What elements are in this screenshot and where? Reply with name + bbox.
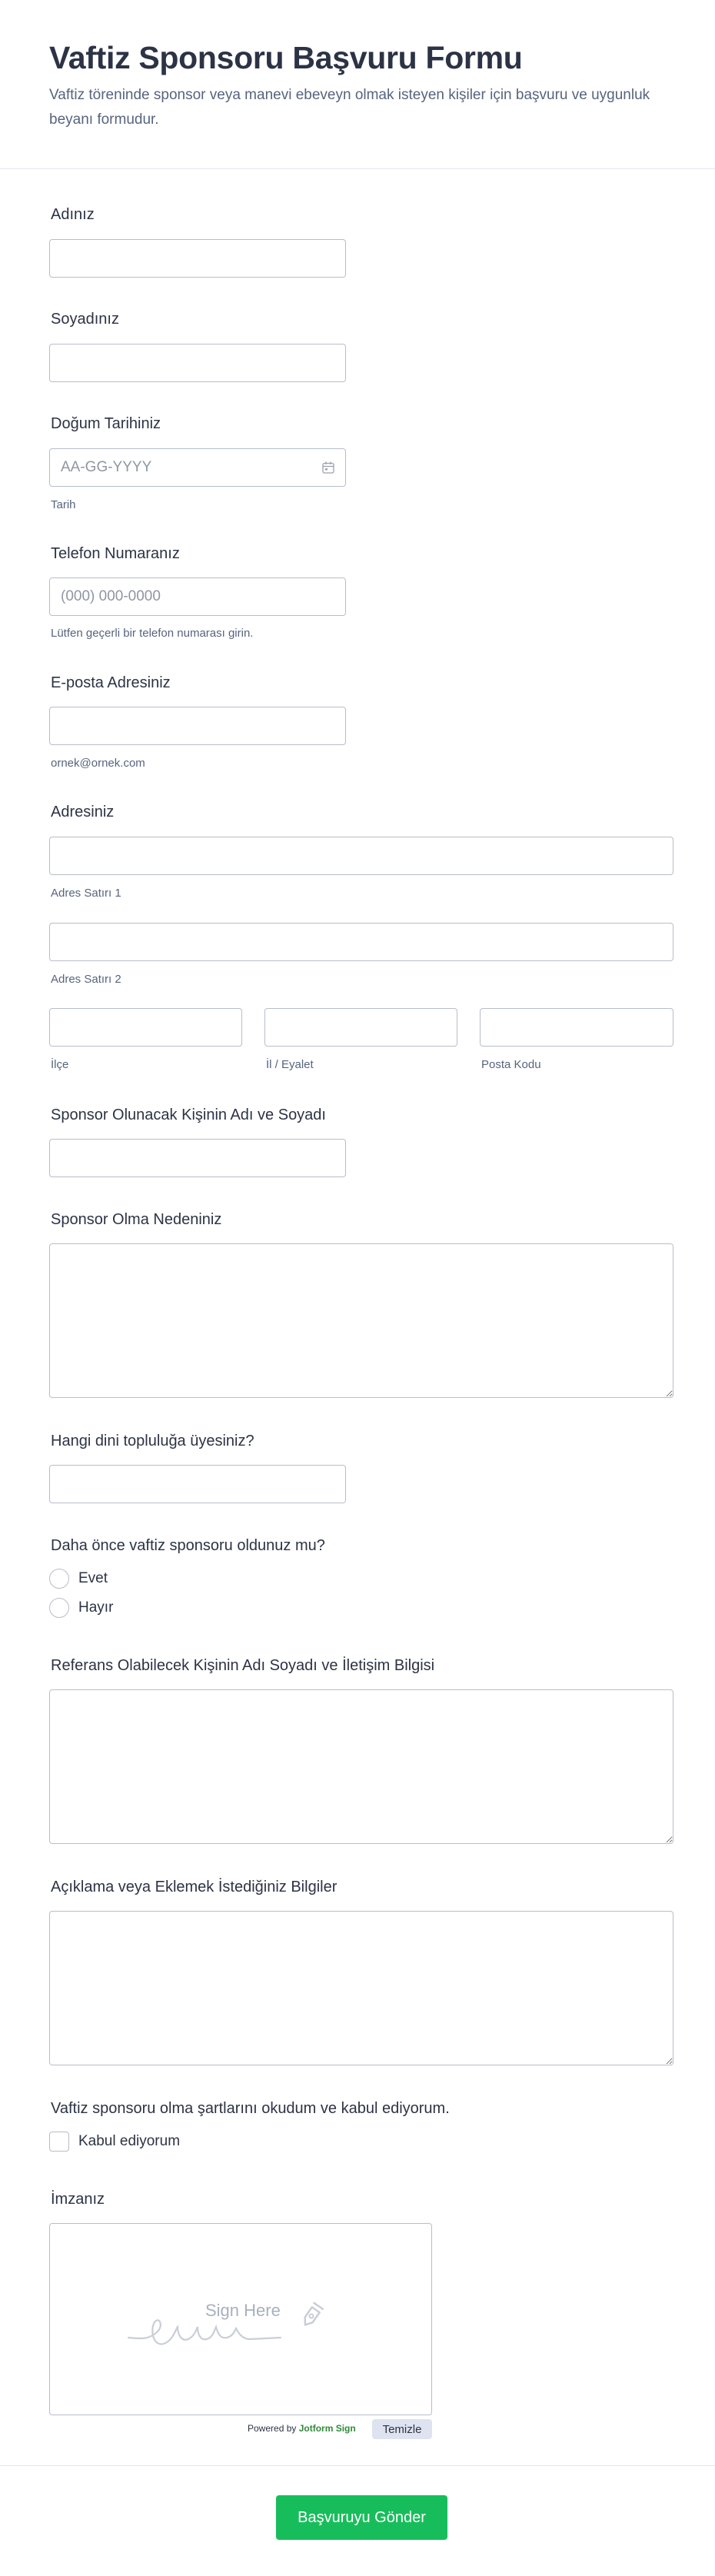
reference-label: Referans Olabilecek Kişinin Adı Soyadı ve İletişim Bilgisi: [51, 1657, 435, 1674]
birth-date-sublabel: Tarih: [51, 498, 76, 511]
terms-checkbox-row[interactable]: [49, 2132, 180, 2152]
zip-sublabel: Posta Kodu: [481, 1058, 541, 1071]
first-name-input[interactable]: [49, 239, 346, 278]
first-name-label: Adınız: [51, 206, 95, 223]
email-input[interactable]: [49, 707, 346, 745]
phone-input[interactable]: [49, 577, 346, 616]
address-line2-input[interactable]: [49, 923, 673, 961]
community-input[interactable]: [49, 1465, 346, 1503]
signature-placeholder: Sign Here: [205, 2301, 281, 2320]
address-label: Adresiniz: [51, 804, 115, 820]
district-input[interactable]: [49, 1008, 242, 1047]
state-sublabel: İl / Eyalet: [266, 1058, 314, 1071]
radio-option-hayir[interactable]: [49, 1598, 113, 1618]
form-header: [0, 0, 715, 169]
birth-date-input[interactable]: [49, 448, 346, 487]
birth-date-label: Doğum Tarihiniz: [51, 415, 161, 432]
email-label: E-posta Adresiniz: [51, 674, 171, 691]
reason-textarea[interactable]: [49, 1243, 673, 1398]
reference-textarea[interactable]: [49, 1689, 673, 1844]
sponsee-name-label: Sponsor Olunacak Kişinin Adı ve Soyadı: [51, 1107, 326, 1123]
powered-brand: Jotform Sign: [298, 2423, 356, 2434]
previous-sponsor-label: Daha önce vaftiz sponsoru oldunuz mu?: [51, 1537, 325, 1554]
form-description: Vaftiz töreninde sponsor veya manevi ebeveyn olmak isteyen kişiler için başvuru ve uygunluk beyanı formudur.: [49, 87, 650, 128]
email-sublabel: ornek@ornek.com: [51, 757, 145, 770]
terms-label: Vaftiz sponsoru olma şartlarını okudum ve kabul ediyorum.: [51, 2100, 450, 2117]
radio-button[interactable]: [49, 1598, 69, 1618]
terms-checkbox-label: Kabul ediyorum: [78, 2133, 181, 2149]
calendar-icon[interactable]: [321, 461, 335, 474]
powered-by: [248, 2423, 356, 2434]
clear-signature-button[interactable]: Temizle: [372, 2419, 432, 2439]
signature-pad[interactable]: [49, 2223, 432, 2415]
terms-checkbox[interactable]: [49, 2132, 69, 2152]
last-name-label: Soyadınız: [51, 311, 119, 328]
phone-sublabel: Lütfen geçerli bir telefon numarası girin.: [51, 627, 254, 640]
address-line1-input[interactable]: [49, 837, 673, 875]
zip-input[interactable]: [480, 1008, 673, 1047]
form-title: Vaftiz Sponsoru Başvuru Formu: [49, 40, 523, 75]
address-line2-sublabel: Adres Satırı 2: [51, 973, 121, 986]
radio-label: Evet: [78, 1570, 108, 1586]
notes-textarea[interactable]: [49, 1911, 673, 2065]
community-label: Hangi dini topluluğa üyesiniz?: [51, 1433, 254, 1449]
address-line1-sublabel: Adres Satırı 1: [51, 887, 121, 900]
last-name-input[interactable]: [49, 344, 346, 382]
reason-label: Sponsor Olma Nedeniniz: [51, 1211, 222, 1228]
state-input[interactable]: [264, 1008, 457, 1047]
submit-button[interactable]: Başvuruyu Gönder: [276, 2495, 447, 2540]
phone-label: Telefon Numaranız: [51, 545, 180, 562]
sponsee-name-input[interactable]: [49, 1139, 346, 1177]
notes-label: Açıklama veya Eklemek İstediğiniz Bilgiler: [51, 1879, 338, 1895]
radio-option-evet[interactable]: [49, 1569, 108, 1589]
signature-label: İmzanız: [51, 2191, 105, 2208]
powered-prefix: Powered by: [248, 2423, 297, 2434]
radio-label: Hayır: [78, 1599, 114, 1616]
district-sublabel: İlçe: [51, 1058, 69, 1071]
radio-button[interactable]: [49, 1569, 69, 1589]
